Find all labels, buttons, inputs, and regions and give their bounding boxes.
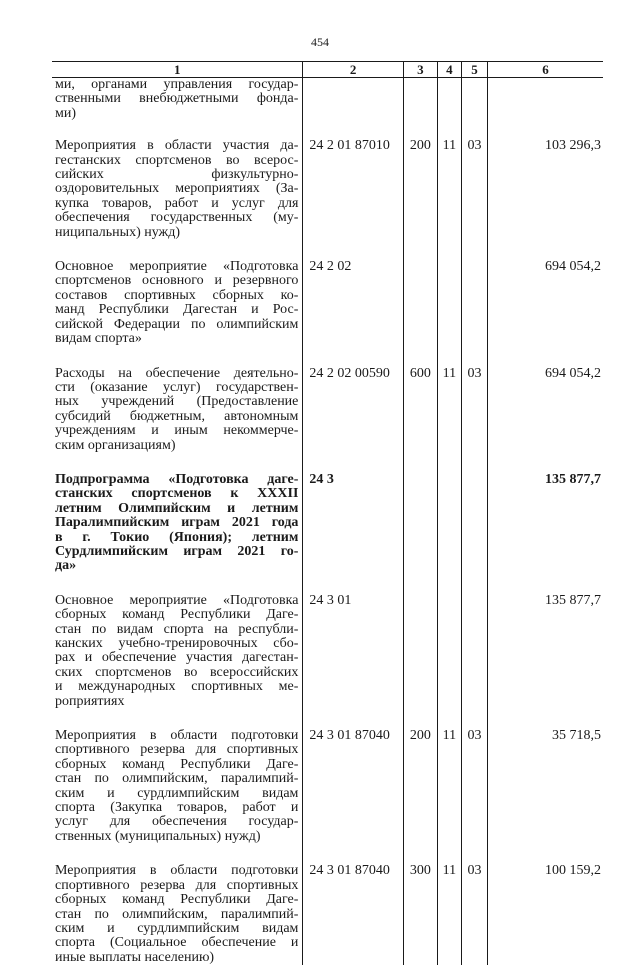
row-name-line: Подпрограмма «Подготовка даге- — [55, 473, 298, 487]
row-name-line: Сурдлимпийским играм 2021 го- — [55, 545, 298, 559]
row-name-line: гестанских спортсменов во всерос- — [55, 154, 298, 168]
row-section: 11 — [437, 367, 461, 453]
row-name-line: стан по олимпийским, паралимпий- — [55, 772, 298, 786]
table-header — [52, 62, 603, 78]
row-name-line: ственных (муниципальных) нужд) — [55, 830, 298, 844]
spacer-cell — [488, 121, 603, 139]
row-subsection: 03 — [461, 139, 487, 240]
row-subsection: 03 — [461, 367, 487, 453]
row-name-line: стан по видам спорта на республи- — [55, 623, 298, 637]
spacer-cell — [303, 347, 403, 367]
row-name-line: Мероприятия в области участия да- — [55, 139, 298, 153]
spacer-cell — [52, 347, 303, 367]
row-target-code: 24 2 02 — [303, 260, 403, 346]
spacer-cell — [437, 240, 461, 260]
row-amount: 135 877,7 — [488, 594, 603, 709]
row-name-line: субсидий бюджетным, автономным — [55, 410, 298, 424]
row-name-line: летним Олимпийским и летним — [55, 502, 298, 516]
row-name-line: ских спортсменов во всероссийских — [55, 666, 298, 680]
spacer-cell — [488, 453, 603, 473]
row-name — [52, 864, 303, 965]
row-subsection — [461, 78, 487, 122]
row-name-line: спорта (Социальное обеспечение и — [55, 936, 298, 950]
row-name-line: купка товаров, работ и услуг для — [55, 197, 298, 211]
row-name-line: ниципальных) нужд) — [55, 226, 298, 240]
row-name — [52, 729, 303, 844]
row-target-code: 24 3 — [303, 473, 403, 574]
spacer-cell — [488, 574, 603, 594]
row-name-line: стан по олимпийским, паралимпий- — [55, 908, 298, 922]
spacer-cell — [52, 574, 303, 594]
row-expense-type: 200 — [403, 729, 437, 844]
row-subsection — [461, 594, 487, 709]
row-section — [437, 260, 461, 346]
spacer-cell — [437, 844, 461, 864]
page-number: 454 — [0, 35, 640, 50]
spacer-cell — [303, 240, 403, 260]
spacer-cell — [52, 240, 303, 260]
table-row — [52, 864, 603, 965]
row-section — [437, 594, 461, 709]
row-target-code — [303, 78, 403, 122]
row-name-line: ственными внебюджетными фонда- — [55, 92, 298, 106]
row-name-line: Паралимпийским играм 2021 года — [55, 516, 298, 530]
spacer-cell — [52, 453, 303, 473]
row-name-line: обеспечения государственных (му- — [55, 211, 298, 225]
row-name-line: спортивного резерва для спортивных — [55, 743, 298, 757]
spacer-cell — [403, 574, 437, 594]
row-expense-type: 600 — [403, 367, 437, 453]
spacer-cell — [461, 347, 487, 367]
row-spacer — [52, 347, 603, 367]
row-name-line: Основное мероприятие «Подготовка — [55, 260, 298, 274]
row-name-line: учреждениям и иным некоммерче- — [55, 424, 298, 438]
spacer-cell — [437, 347, 461, 367]
row-name-line: оздоровительных мероприятиях (За- — [55, 182, 298, 196]
row-name-line: канских учебно-тренировочных сбо- — [55, 637, 298, 651]
spacer-cell — [403, 347, 437, 367]
row-subsection — [461, 260, 487, 346]
row-name-line: да» — [55, 559, 298, 573]
row-name-line: сийской Федерации по олимпийским — [55, 318, 298, 332]
row-name-line: и международных спортивных ме- — [55, 680, 298, 694]
row-target-code: 24 2 02 00590 — [303, 367, 403, 453]
spacer-cell — [437, 574, 461, 594]
header-col-1: 1 — [52, 62, 303, 78]
row-name-line: ским организациям) — [55, 439, 298, 453]
row-name-line: Расходы на обеспечение деятельно- — [55, 367, 298, 381]
table-row — [52, 78, 603, 122]
row-name-line: спорта (Закупка товаров, работ и — [55, 801, 298, 815]
row-section: 11 — [437, 729, 461, 844]
row-name-line: иные выплаты населению) — [55, 951, 298, 965]
spacer-cell — [52, 844, 303, 864]
header-col-2: 2 — [303, 62, 403, 78]
spacer-cell — [52, 709, 303, 729]
row-expense-type — [403, 473, 437, 574]
row-name-line: спортсменов основного и резервного — [55, 274, 298, 288]
row-name-line: сти (оказание услуг) государствен- — [55, 381, 298, 395]
row-spacer — [52, 844, 603, 864]
row-amount: 100 159,2 — [488, 864, 603, 965]
row-name-line: станских спортсменов к XXXII — [55, 487, 298, 501]
row-target-code: 24 2 01 87010 — [303, 139, 403, 240]
spacer-cell — [488, 709, 603, 729]
row-amount: 694 054,2 — [488, 260, 603, 346]
row-name-line: сийских физкультурно- — [55, 168, 298, 182]
table-row — [52, 260, 603, 346]
row-name — [52, 139, 303, 240]
row-name-line: Мероприятия в области подготовки — [55, 864, 298, 878]
row-amount: 103 296,3 — [488, 139, 603, 240]
spacer-cell — [303, 844, 403, 864]
header-row — [52, 62, 603, 78]
spacer-cell — [303, 574, 403, 594]
row-subsection: 03 — [461, 864, 487, 965]
row-target-code: 24 3 01 87040 — [303, 729, 403, 844]
row-name-line: видам спорта» — [55, 332, 298, 346]
row-name-line: ским и сурдлимпийским видам — [55, 787, 298, 801]
table-row — [52, 367, 603, 453]
spacer-cell — [488, 844, 603, 864]
spacer-cell — [303, 121, 403, 139]
spacer-cell — [403, 121, 437, 139]
row-target-code: 24 3 01 — [303, 594, 403, 709]
row-expense-type — [403, 594, 437, 709]
header-col-4: 4 — [437, 62, 461, 78]
row-name — [52, 473, 303, 574]
row-spacer — [52, 453, 603, 473]
row-amount: 135 877,7 — [488, 473, 603, 574]
header-col-5: 5 — [461, 62, 487, 78]
spacer-cell — [461, 240, 487, 260]
row-amount: 35 718,5 — [488, 729, 603, 844]
row-amount — [488, 78, 603, 122]
spacer-cell — [403, 709, 437, 729]
spacer-cell — [403, 844, 437, 864]
spacer-cell — [461, 121, 487, 139]
row-name-line: составов спортивных сборных ко- — [55, 289, 298, 303]
row-amount: 694 054,2 — [488, 367, 603, 453]
table-body — [52, 78, 603, 965]
row-spacer — [52, 240, 603, 260]
header-col-3: 3 — [403, 62, 437, 78]
header-col-6: 6 — [488, 62, 603, 78]
row-subsection: 03 — [461, 729, 487, 844]
row-name-line: ским и сурдлимпийским видам — [55, 922, 298, 936]
spacer-cell — [52, 121, 303, 139]
row-name-line: манд Республики Дагестан и Рос- — [55, 303, 298, 317]
row-name-line: в г. Токио (Япония); летним — [55, 531, 298, 545]
row-name-line: спортивного резерва для спортивных — [55, 879, 298, 893]
spacer-cell — [403, 453, 437, 473]
row-name-line: услуг для обеспечения государ- — [55, 815, 298, 829]
spacer-cell — [461, 574, 487, 594]
row-subsection — [461, 473, 487, 574]
spacer-cell — [403, 240, 437, 260]
row-section — [437, 78, 461, 122]
row-section: 11 — [437, 864, 461, 965]
table-row — [52, 729, 603, 844]
row-name-line: ми, органами управления государ- — [55, 78, 298, 92]
row-name-line: сборных команд Республики Даге- — [55, 608, 298, 622]
spacer-cell — [488, 347, 603, 367]
row-expense-type — [403, 78, 437, 122]
row-spacer — [52, 121, 603, 139]
row-name-line: роприятиях — [55, 695, 298, 709]
spacer-cell — [303, 453, 403, 473]
spacer-cell — [461, 453, 487, 473]
row-name — [52, 78, 303, 122]
row-section: 11 — [437, 139, 461, 240]
row-name-line: сборных команд Республики Даге- — [55, 893, 298, 907]
row-name-line: ных учреждений (Предоставление — [55, 395, 298, 409]
spacer-cell — [461, 709, 487, 729]
row-expense-type — [403, 260, 437, 346]
spacer-cell — [303, 709, 403, 729]
row-name-line: Мероприятия в области подготовки — [55, 729, 298, 743]
spacer-cell — [437, 709, 461, 729]
row-name-line: ми) — [55, 107, 298, 121]
row-target-code: 24 3 01 87040 — [303, 864, 403, 965]
row-name — [52, 260, 303, 346]
budget-table — [52, 61, 603, 965]
spacer-cell — [437, 121, 461, 139]
table-row — [52, 139, 603, 240]
row-expense-type: 200 — [403, 139, 437, 240]
spacer-cell — [461, 844, 487, 864]
row-name-line: рах и обеспечение участия дагестан- — [55, 651, 298, 665]
table-row — [52, 594, 603, 709]
row-name — [52, 594, 303, 709]
row-name — [52, 367, 303, 453]
spacer-cell — [437, 453, 461, 473]
row-spacer — [52, 574, 603, 594]
table-row — [52, 473, 603, 574]
row-expense-type: 300 — [403, 864, 437, 965]
row-section — [437, 473, 461, 574]
row-name-line: Основное мероприятие «Подготовка — [55, 594, 298, 608]
row-spacer — [52, 709, 603, 729]
row-name-line: сборных команд Республики Даге- — [55, 758, 298, 772]
spacer-cell — [488, 240, 603, 260]
